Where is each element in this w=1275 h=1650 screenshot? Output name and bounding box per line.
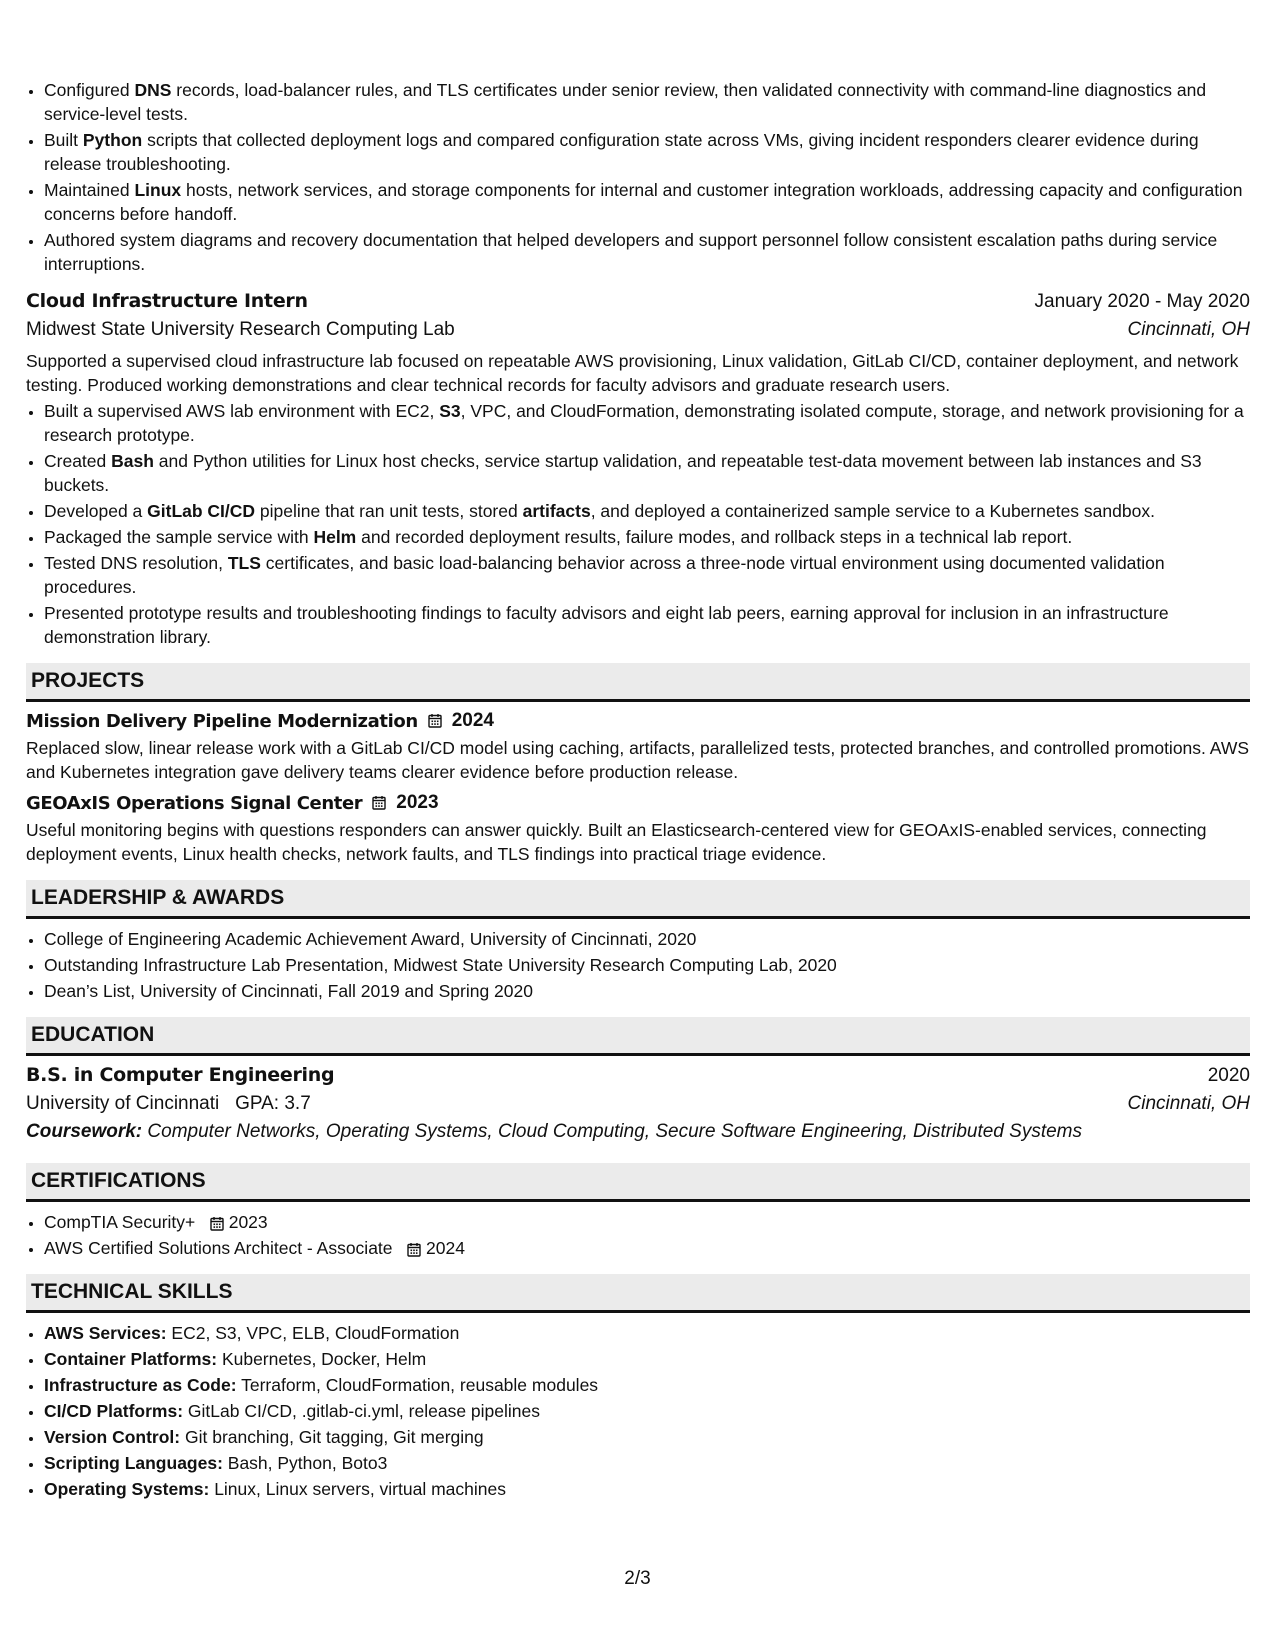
section-header-projects: PROJECTS (26, 663, 1250, 702)
page-number: 2/3 (624, 1568, 651, 1589)
project-description: Useful monitoring begins with questions responders can answer quickly. Built an Elasticsearch-centered view for GEOAxIS-enabled services, connecting deployment events, Linux health checks, network faults, and TLS findings into practical triage evidence. (26, 820, 1207, 864)
intern-bullets (26, 399, 1250, 649)
calendar-icon (372, 794, 386, 812)
section-header-skills: TECHNICAL SKILLS (26, 1274, 1250, 1313)
education-entry (26, 1064, 1250, 1143)
list-item: • CI/CD Platforms: GitLab CI/CD, .gitlab-ci.yml, release pipelines (44, 1399, 1250, 1423)
list-item: • Developed a GitLab CI/CD pipeline that ran unit tests, stored artifacts, and deployed a containerized sample service to a Kubernetes sandbox. (44, 499, 1250, 523)
list-item: • Outstanding Infrastructure Lab Presentation, Midwest State University Research Computing Lab, 2020 (44, 953, 1250, 977)
awards-list (26, 927, 1250, 1003)
calendar-icon (210, 1212, 224, 1232)
certifications-list (26, 1210, 1250, 1260)
list-item: • Version Control: Git branching, Git tagging, Git merging (44, 1425, 1250, 1449)
project-item (26, 792, 1250, 866)
list-item: • Presented prototype results and troubleshooting findings to faculty advisors and eight lab peers, earning approval for inclusion in an infrastructure demonstration library. (44, 601, 1250, 649)
list-item: • Authored system diagrams and recovery documentation that helped developers and support personnel follow consistent escalation paths during service interruptions. (44, 228, 1250, 276)
job-location: Cincinnati, OH (1127, 319, 1250, 340)
list-item: • Built a supervised AWS lab environment with EC2, S3, VPC, and CloudFormation, demonstrating isolated compute, storage, and network provisioning for a research prototype. (44, 399, 1250, 447)
project-year: 2024 (451, 710, 495, 731)
project-title: Mission Delivery Pipeline Modernization (26, 710, 418, 732)
list-item: • Built Python scripts that collected deployment logs and compared configuration state across VMs, giving incident responders clearer evidence during release troubleshooting. (44, 128, 1250, 176)
section-header-leadership: LEADERSHIP & AWARDS (26, 880, 1250, 919)
project-item (26, 710, 1250, 784)
job-dates: January 2020 - May 2020 (1034, 291, 1250, 312)
job-title: Cloud Infrastructure Intern (26, 290, 308, 312)
list-item: • College of Engineering Academic Achievement Award, University of Cincinnati, 2020 (44, 927, 1250, 951)
list-item: • AWS Services: EC2, S3, VPC, ELB, CloudFormation (44, 1321, 1250, 1345)
list-item: • AWS Certified Solutions Architect - Associate 2024 (44, 1236, 1250, 1260)
job-subheader (26, 319, 1250, 341)
list-item: • Tested DNS resolution, TLS certificates, and basic load-balancing behavior across a three-node virtual environment using documented validation procedures. (44, 551, 1250, 599)
list-item: • Container Platforms: Kubernetes, Docker, Helm (44, 1347, 1250, 1371)
list-item: • Infrastructure as Code: Terraform, CloudFormation, reusable modules (44, 1373, 1250, 1397)
project-title: GEOAxIS Operations Signal Center (26, 792, 363, 814)
list-item: • Created Bash and Python utilities for Linux host checks, service startup validation, and repeatable test-data movement between lab instances and S3 buckets. (44, 449, 1250, 497)
project-description: Replaced slow, linear release work with a GitLab CI/CD model using caching, artifacts, parallelized tests, protected branches, and controlled promotions. AWS and Kubernetes integration gave delivery teams clearer evidence before production release. (26, 738, 1250, 782)
intern-job (26, 290, 1250, 649)
list-item: • Operating Systems: Linux, Linux servers, virtual machines (44, 1477, 1250, 1501)
gpa: GPA: 3.7 (235, 1093, 311, 1114)
section-header-certifications: CERTIFICATIONS (26, 1163, 1250, 1202)
list-item: • CompTIA Security+ 2023 (44, 1210, 1250, 1234)
skills-list (26, 1321, 1250, 1501)
degree: B.S. in Computer Engineering (26, 1064, 335, 1086)
list-item: • Dean’s List, University of Cincinnati, Fall 2019 and Spring 2020 (44, 979, 1250, 1003)
job-organization: Midwest State University Research Computing Lab (26, 319, 455, 340)
coursework: Coursework: Computer Networks, Operating Systems, Cloud Computing, Secure Software Engineering, Distributed Systems (26, 1121, 1082, 1142)
school-name: University of Cincinnati (26, 1093, 220, 1114)
list-item: • Configured DNS records, load-balancer rules, and TLS certificates under senior review, then validated connectivity with command-line diagnostics and service-level tests. (44, 78, 1250, 126)
resume-page (26, 78, 1250, 1503)
previous-job-bullets (26, 78, 1250, 276)
job-header (26, 290, 1250, 313)
list-item: • Maintained Linux hosts, network services, and storage components for internal and customer integration workloads, addressing capacity and configuration concerns before handoff. (44, 178, 1250, 226)
list-item: • Scripting Languages: Bash, Python, Boto3 (44, 1451, 1250, 1475)
graduation-year: 2020 (1207, 1065, 1250, 1086)
calendar-icon (428, 712, 442, 730)
list-item: • Packaged the sample service with Helm and recorded deployment results, failure modes, and rollback steps in a technical lab report. (44, 525, 1250, 549)
calendar-icon (407, 1238, 421, 1258)
job-summary: Supported a supervised cloud infrastructure lab focused on repeatable AWS provisioning, Linux validation, GitLab CI/CD, container deployment, and network testing. Produced working demonstrations and clear technical records for faculty advisors and graduate research users. (26, 351, 1239, 395)
section-header-education: EDUCATION (26, 1017, 1250, 1056)
project-year: 2023 (396, 792, 439, 813)
school-location: Cincinnati, OH (1127, 1093, 1250, 1114)
